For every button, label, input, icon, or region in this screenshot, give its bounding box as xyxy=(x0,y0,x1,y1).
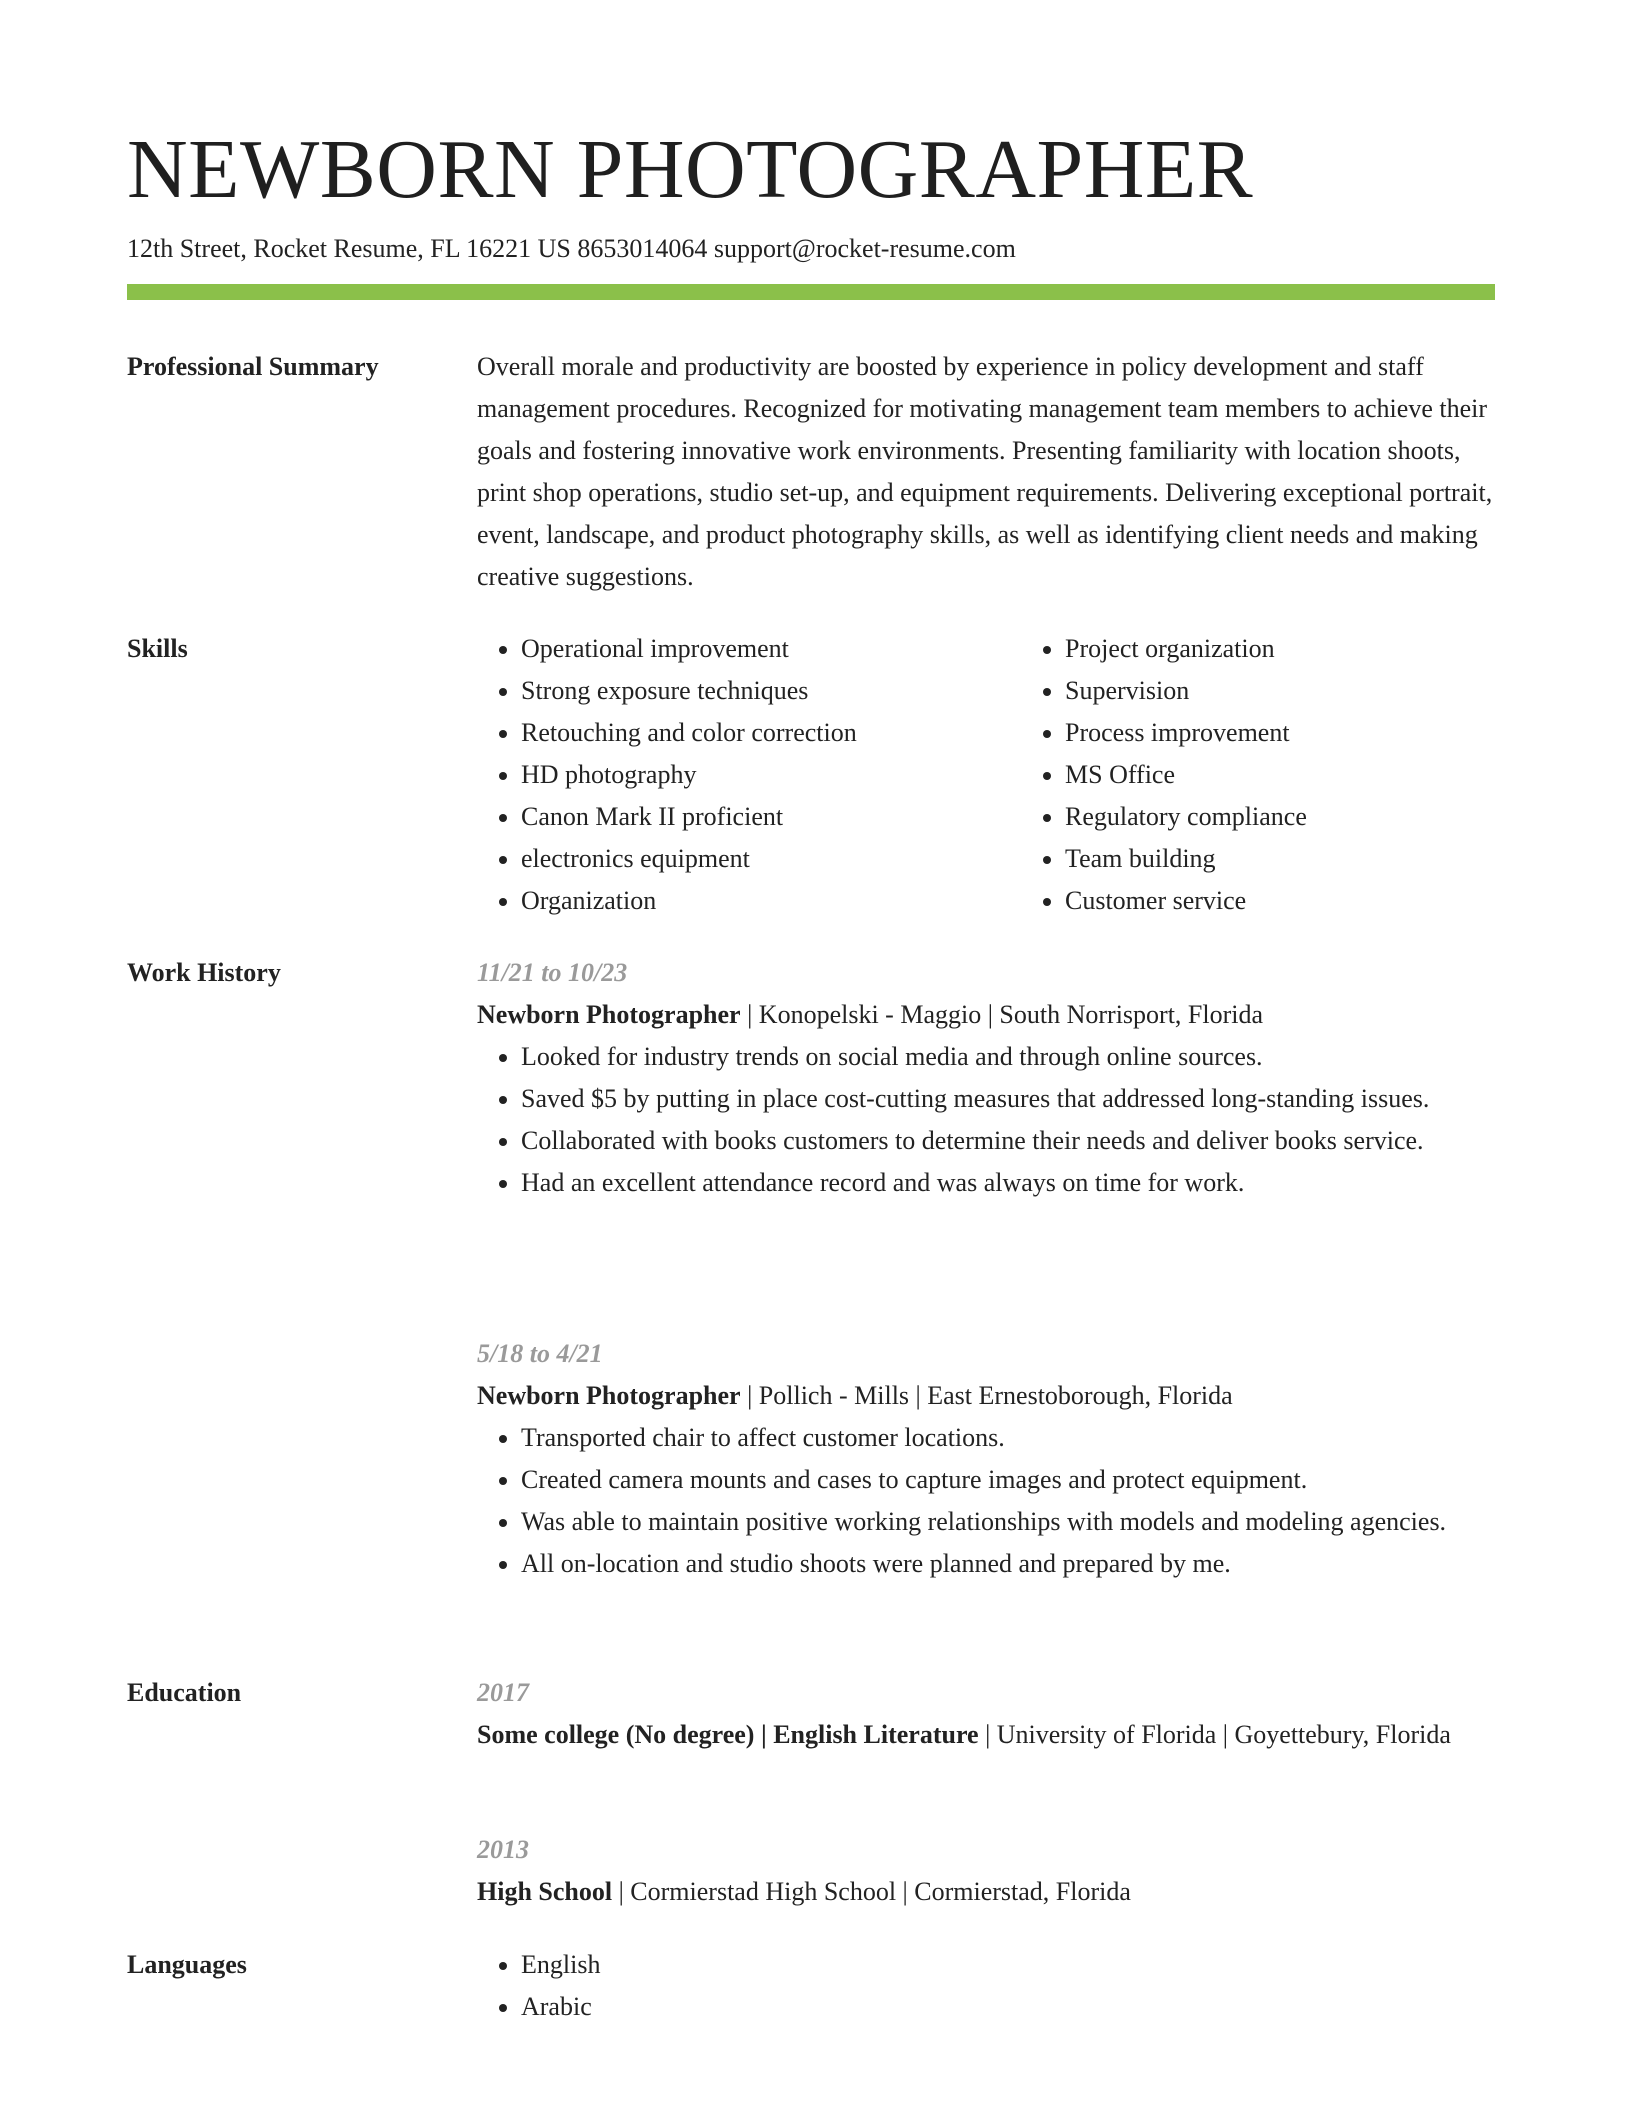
section-label-summary: Professional Summary xyxy=(127,352,379,381)
education-degree: Some college (No degree) | English Literature xyxy=(477,1720,979,1749)
skill-item: • Canon Mark II proficient xyxy=(521,796,1021,838)
education-degree: High School xyxy=(477,1877,613,1906)
education-details: | Cormierstad High School | Cormierstad, Florida xyxy=(612,1877,1131,1906)
skill-item: • electronics equipment xyxy=(521,838,1021,880)
education-details: | University of Florida | Goyettebury, Florida xyxy=(978,1720,1451,1749)
education-content xyxy=(477,1672,1495,1756)
section-label-education: Education xyxy=(127,1678,242,1707)
education-heading xyxy=(477,1714,1495,1756)
skill-item: • Project organization xyxy=(1065,628,1565,670)
job-bullet: • Saved $5 by putting in place cost-cutting measures that addressed long-standing issues. xyxy=(521,1078,1495,1120)
job-bullet: • Collaborated with books customers to determine their needs and deliver books service. xyxy=(521,1120,1495,1162)
languages-content xyxy=(477,1944,1495,2028)
skill-item: • Retouching and color correction xyxy=(521,712,1021,754)
language-item: • English xyxy=(521,1944,1495,1986)
skills-list-right xyxy=(1021,628,1565,922)
job-details: | Pollich - Mills | East Ernestoborough, Florida xyxy=(740,1381,1233,1410)
summary-content xyxy=(477,346,1495,598)
section-label-work-history: Work History xyxy=(127,958,281,987)
skill-item: • MS Office xyxy=(1065,754,1565,796)
education-date: 2017 xyxy=(477,1678,529,1707)
job-heading xyxy=(477,1375,1495,1417)
job-entry xyxy=(477,1333,1495,1585)
education-heading xyxy=(477,1871,1495,1913)
skills-list-left xyxy=(477,628,1021,922)
language-item: • Arabic xyxy=(521,1986,1495,2028)
job-bullet: • All on-location and studio shoots were planned and prepared by me. xyxy=(521,1543,1495,1585)
work-history-content xyxy=(477,952,1495,1204)
job-heading xyxy=(477,994,1495,1036)
job-bullet: • Transported chair to affect customer locations. xyxy=(521,1417,1495,1459)
skill-item: • HD photography xyxy=(521,754,1021,796)
job-bullet: • Created camera mounts and cases to capture images and protect equipment. xyxy=(521,1459,1495,1501)
education-entry xyxy=(477,1672,1495,1756)
education-date: 2013 xyxy=(477,1835,529,1864)
job-date: 11/21 to 10/23 xyxy=(477,958,628,987)
job-bullet: • Looked for industry trends on social media and through online sources. xyxy=(521,1036,1495,1078)
contact-line: 12th Street, Rocket Resume, FL 16221 US 8653014064 support@rocket-resume.com xyxy=(127,234,1016,263)
summary-text: Overall morale and productivity are boosted by experience in policy development and staff management procedures. Recognized for motivating management team members to achieve their goals and fostering innovative work environments. Presenting familiarity with location shoots, print shop operations, studio set-up, and equipment requirements. Delivering exceptional portrait, event, landscape, and product photography skills, as well as identifying client needs and making creative suggestions. xyxy=(477,352,1493,591)
skill-item: • Organization xyxy=(521,880,1021,922)
job-bullets xyxy=(477,1417,1495,1585)
education-content-2 xyxy=(477,1829,1495,1913)
job-title: Newborn Photographer xyxy=(477,1381,741,1410)
languages-list xyxy=(477,1944,1495,2028)
job-bullets xyxy=(477,1036,1495,1204)
work-history-content-2 xyxy=(477,1333,1495,1585)
job-title: Newborn Photographer xyxy=(477,1000,741,1029)
job-details: | Konopelski - Maggio | South Norrisport, Florida xyxy=(740,1000,1264,1029)
skill-item: • Team building xyxy=(1065,838,1565,880)
education-entry xyxy=(477,1829,1495,1913)
skills-content xyxy=(477,628,1495,922)
skill-item: • Operational improvement xyxy=(521,628,1021,670)
skill-item: • Process improvement xyxy=(1065,712,1565,754)
accent-divider xyxy=(127,284,1495,300)
skill-item: • Customer service xyxy=(1065,880,1565,922)
job-entry xyxy=(477,952,1495,1204)
job-bullet: • Was able to maintain positive working relationships with models and modeling agencies. xyxy=(521,1501,1495,1543)
job-bullet: • Had an excellent attendance record and was always on time for work. xyxy=(521,1162,1495,1204)
job-date: 5/18 to 4/21 xyxy=(477,1339,603,1368)
resume-title: NEWBORN PHOTOGRAPHER xyxy=(127,123,1254,216)
section-label-skills: Skills xyxy=(127,634,188,663)
skill-item: • Strong exposure techniques xyxy=(521,670,1021,712)
skill-item: • Regulatory compliance xyxy=(1065,796,1565,838)
section-label-languages: Languages xyxy=(127,1950,247,1979)
skill-item: • Supervision xyxy=(1065,670,1565,712)
